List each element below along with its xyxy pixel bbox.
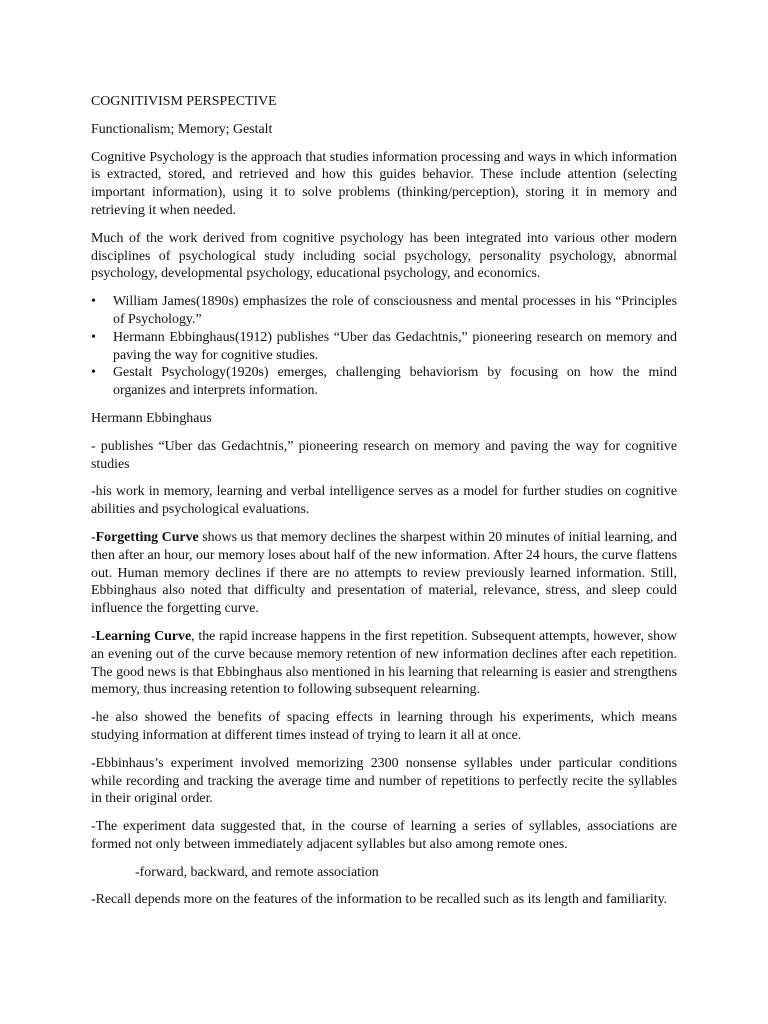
bullet-item	[91, 293, 677, 329]
bullet-item	[91, 329, 677, 365]
paragraph-integration: Much of the work derived from cognitive psychology has been integrated into various other modern disciplines of psychological study including social psychology, personality psychology, abnormal psychology, developmental psychology, educational psychology, and economics.	[91, 230, 677, 282]
note-associations: -The experiment data suggested that, in the course of learning a series of syllables, associations are formed not only between immediately adjacent syllables but also among remote ones.	[91, 819, 677, 852]
learning-curve-text: , the rapid increase happens in the first repetition. Subsequent attempts, however, show an evening out of the curve because memory retention of new information declines after each repetition. The good news is that Ebbinghaus also mentioned in his learning that relearning is easier and strengthens memory, thus increasing retention to following subsequent relearning.	[91, 628, 677, 698]
note-learning-curve	[91, 628, 677, 699]
bullet-icon: •	[91, 294, 96, 310]
note-prefix: -	[91, 529, 96, 545]
note-association-types: -forward, backward, and remote association	[135, 864, 379, 880]
term-learning-curve: Learning Curve	[95, 628, 192, 644]
document-title: COGNITIVISM PERSPECTIVE	[91, 94, 277, 109]
history-bullet-list	[91, 293, 677, 400]
forgetting-curve-text: shows us that memory declines the sharpest within 20 minutes of initial learning, and then after an hour, our memory loses about half of the new information. After 24 hours, the curve flattens out. Human memory declines if there are no attempts to review previously learned information. Still, Ebbinghaus also noted that difficulty and presentation of material, relevance, stress, and sleep could influence the forgetting curve.	[91, 529, 677, 617]
paragraph-cognitive-psychology: Cognitive Psychology is the approach that studies information processing and ways in which information is extracted, stored, and retrieved and how this guides behavior. These include attention (selecting important information), using it to solve problems (thinking/perception), storing it in memory and retrieving it when needed.	[91, 149, 677, 218]
note-experiment: -Ebbinhaus’s experiment involved memorizing 2300 nonsense syllables under particular conditions while recording and tracking the average time and number of repetitions to perfectly recite the syllables in their original order.	[91, 755, 677, 807]
bullet-text: William James(1890s) emphasizes the role of consciousness and mental processes in his “Principles of Psychology.”	[113, 294, 677, 327]
section-heading: Hermann Ebbinghaus	[91, 410, 212, 426]
bullet-text: Hermann Ebbinghaus(1912) publishes “Uber das Gedachtnis,” pioneering research on memory and paving the way for cognitive studies.	[113, 329, 677, 363]
bullet-item	[91, 364, 677, 400]
document-subtitle: Functionalism; Memory; Gestalt	[91, 121, 273, 137]
term-forgetting-curve: Forgetting Curve	[95, 529, 199, 545]
note-spacing-effects: -he also showed the benefits of spacing effects in learning through his experiments, which means studying information at different times instead of trying to learn it all at once.	[91, 710, 677, 743]
note-model: -his work in memory, learning and verbal intelligence serves as a model for further studies on cognitive abilities and psychological evaluations.	[91, 484, 677, 518]
bullet-icon: •	[91, 365, 96, 381]
note-forgetting-curve	[91, 529, 677, 618]
note-prefix: -	[91, 628, 96, 644]
note-recall: -Recall depends more on the features of the information to be recalled such as its length and familiarity.	[91, 892, 668, 908]
bullet-text: Gestalt Psychology(1920s) emerges, challenging behaviorism by focusing on how the mind organizes and interprets information.	[113, 365, 677, 399]
note-publishes: - publishes “Uber das Gedachtnis,” pioneering research on memory and paving the way for cognitive studies	[91, 438, 677, 472]
bullet-icon: •	[91, 329, 96, 345]
